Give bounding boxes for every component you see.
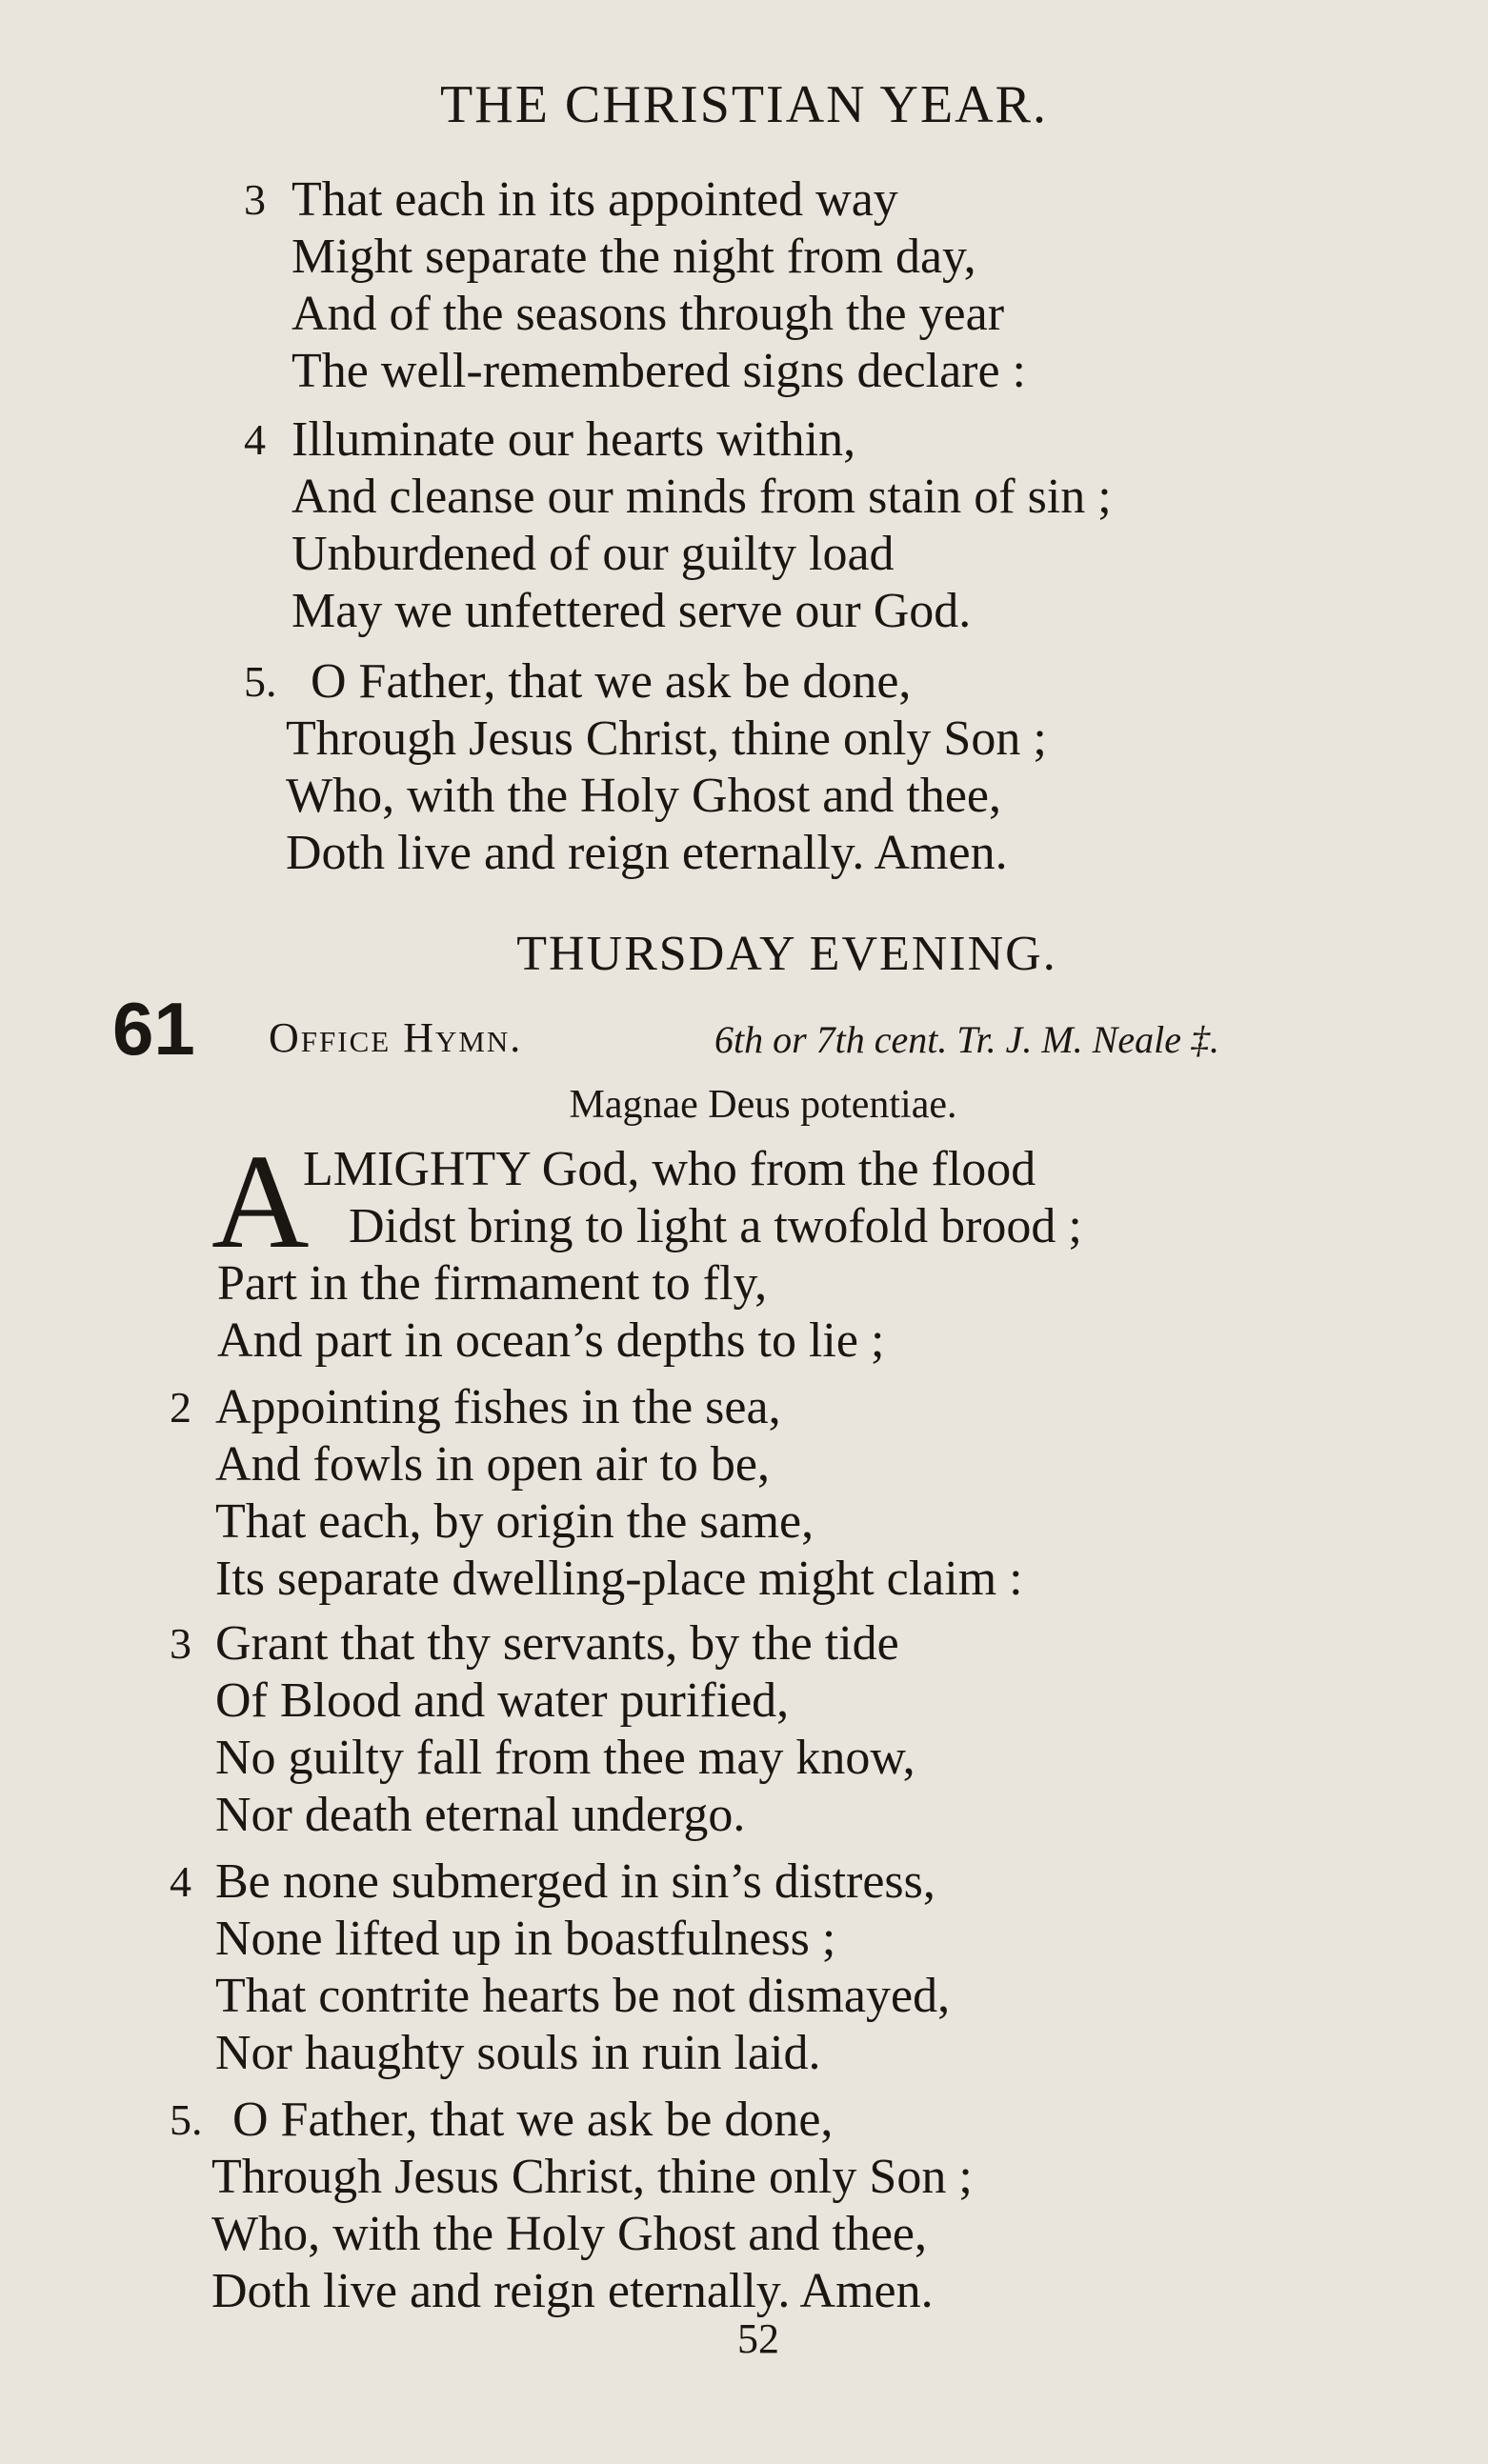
verse-line: Appointing fishes in the sea, [215,1380,781,1434]
verse-number: 2 [170,1383,191,1432]
verse-line: Of Blood and water purified, [215,1673,790,1728]
verse-number: 3 [244,175,266,224]
page-number: 52 [737,2315,779,2362]
running-head: THE CHRISTIAN YEAR. [440,75,1048,134]
verse-line: And fowls in open air to be, [215,1437,771,1492]
verse-line: Didst bring to light a twofold brood ; [349,1199,1082,1253]
verse-line: Who, with the Holy Ghost and thee, [211,2207,927,2261]
verse-line: Part in the firmament to fly, [217,1256,768,1311]
verse-line: Nor death eternal undergo. [215,1788,746,1842]
drop-cap: A [211,1126,310,1276]
verse-line: Doth live and reign eternally. Amen. [211,2264,934,2318]
verse-line: The well-remembered signs declare : [292,344,1026,398]
verse-number: 3 [170,1619,191,1668]
latin-title: Magnae Deus potentiae. [569,1083,957,1127]
verse-line: Grant that thy servants, by the tide [215,1616,899,1671]
hymn-number: 61 [112,987,195,1071]
verse-line: Who, with the Holy Ghost and thee, [286,769,1001,823]
verse-line: May we unfettered serve our God. [292,584,972,638]
verse-line: Doth live and reign eternally. Amen. [286,826,1008,880]
verse-line: Might separate the night from day, [292,230,976,284]
verse-line: Be none submerged in sin’s distress, [215,1854,935,1909]
verse-line: And part in ocean’s depths to lie ; [217,1313,885,1368]
verse-line: O Father, that we ask be done, [232,2093,834,2147]
verse-line: Nor haughty souls in ruin laid. [215,2026,821,2080]
verse-line: O Father, that we ask be done, [311,654,912,709]
verse-line: Unburdened of our guilty load [292,527,895,581]
verse-line: And of the seasons through the year [292,287,1005,341]
verse-number: 5. [170,2095,203,2144]
verse-line: That each in its appointed way [292,172,898,227]
verse-number: 5. [244,657,277,706]
verse-line: Its separate dwelling-place might claim : [215,1552,1023,1606]
verse-line: None lifted up in boastfulness ; [215,1912,836,1966]
hymn-label: Office Hymn. [269,1014,523,1061]
verse-number: 4 [170,1857,191,1906]
verse-line: Through Jesus Christ, thine only Son ; [211,2150,973,2204]
verse-number: 4 [244,415,266,464]
verse-line: LMIGHTY God, who from the flood [303,1142,1036,1196]
verse-line: And cleanse our minds from stain of sin ; [292,470,1112,524]
verse-line: That each, by origin the same, [215,1494,814,1549]
verse-line: No guilty fall from thee may know, [215,1731,915,1785]
verse-line: Through Jesus Christ, thine only Son ; [286,711,1047,766]
hymn-attribution: 6th or 7th cent. Tr. J. M. Neale ‡. [714,1018,1219,1061]
verse-line: Illuminate our hearts within, [292,412,856,467]
verse-line: That contrite hearts be not dismayed, [215,1969,951,2023]
section-heading: THURSDAY EVENING. [516,927,1057,981]
